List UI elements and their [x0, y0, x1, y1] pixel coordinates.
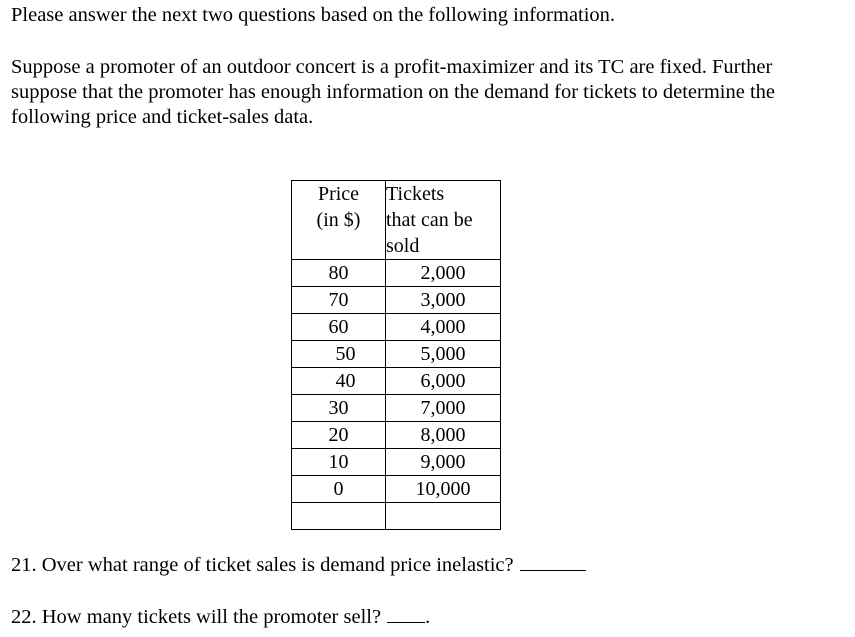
table-row: [292, 260, 501, 287]
answer-blank-21: [520, 552, 586, 571]
price-column-header: [292, 181, 386, 260]
question-21-text: 21. Over what range of ticket sales is demand price inelastic?: [11, 554, 514, 576]
price-cell: 40: [292, 368, 386, 395]
tickets-cell: 2,000: [386, 260, 501, 287]
answer-blank-22: [387, 604, 425, 623]
price-cell: 20: [292, 422, 386, 449]
price-cell: 30: [292, 395, 386, 422]
empty-cell: [386, 503, 501, 530]
question-22-period: .: [425, 606, 431, 628]
table-header-row: [292, 181, 501, 260]
price-header-line: Price: [317, 183, 360, 205]
table-row: [292, 449, 501, 476]
price-tickets-table: [291, 180, 501, 530]
tickets-cell: 6,000: [386, 368, 501, 395]
tickets-cell: 7,000: [386, 395, 501, 422]
tickets-cell: 4,000: [386, 314, 501, 341]
table-row: [292, 287, 501, 314]
paragraph-line: Suppose a promoter of an outdoor concert is a profit-maximizer and its TC are fixed. Further: [11, 56, 773, 78]
tickets-cell: 10,000: [386, 476, 501, 503]
tickets-header-line: Tickets: [386, 183, 445, 205]
tickets-cell: 8,000: [386, 422, 501, 449]
table-row: [292, 368, 501, 395]
table-row: [292, 341, 501, 368]
tickets-header-line: sold: [386, 235, 420, 257]
question-21: [11, 552, 586, 577]
price-cell: 10: [292, 449, 386, 476]
problem-paragraph: [11, 55, 849, 130]
price-cell: 70: [292, 287, 386, 314]
tickets-cell: 9,000: [386, 449, 501, 476]
tickets-cell: 3,000: [386, 287, 501, 314]
price-cell: 0: [292, 476, 386, 503]
paragraph-line: following price and ticket-sales data.: [11, 106, 314, 128]
question-22-text: 22. How many tickets will the promoter sell?: [11, 606, 382, 628]
intro-text: Please answer the next two questions based on the following information.: [11, 4, 616, 26]
price-cell: 60: [292, 314, 386, 341]
tickets-header-line: that can be: [386, 209, 473, 231]
empty-table-row: [292, 503, 501, 530]
table-row: [292, 422, 501, 449]
empty-cell: [292, 503, 386, 530]
tickets-column-header: [386, 181, 501, 260]
price-cell: 50: [292, 341, 386, 368]
paragraph-line: suppose that the promoter has enough information on the demand for tickets to determine the: [11, 81, 775, 103]
table-row: [292, 476, 501, 503]
tickets-cell: 5,000: [386, 341, 501, 368]
table-row: [292, 395, 501, 422]
question-22: [11, 604, 430, 629]
table-row: [292, 314, 501, 341]
price-header-line: (in $): [316, 209, 361, 231]
price-cell: 80: [292, 260, 386, 287]
